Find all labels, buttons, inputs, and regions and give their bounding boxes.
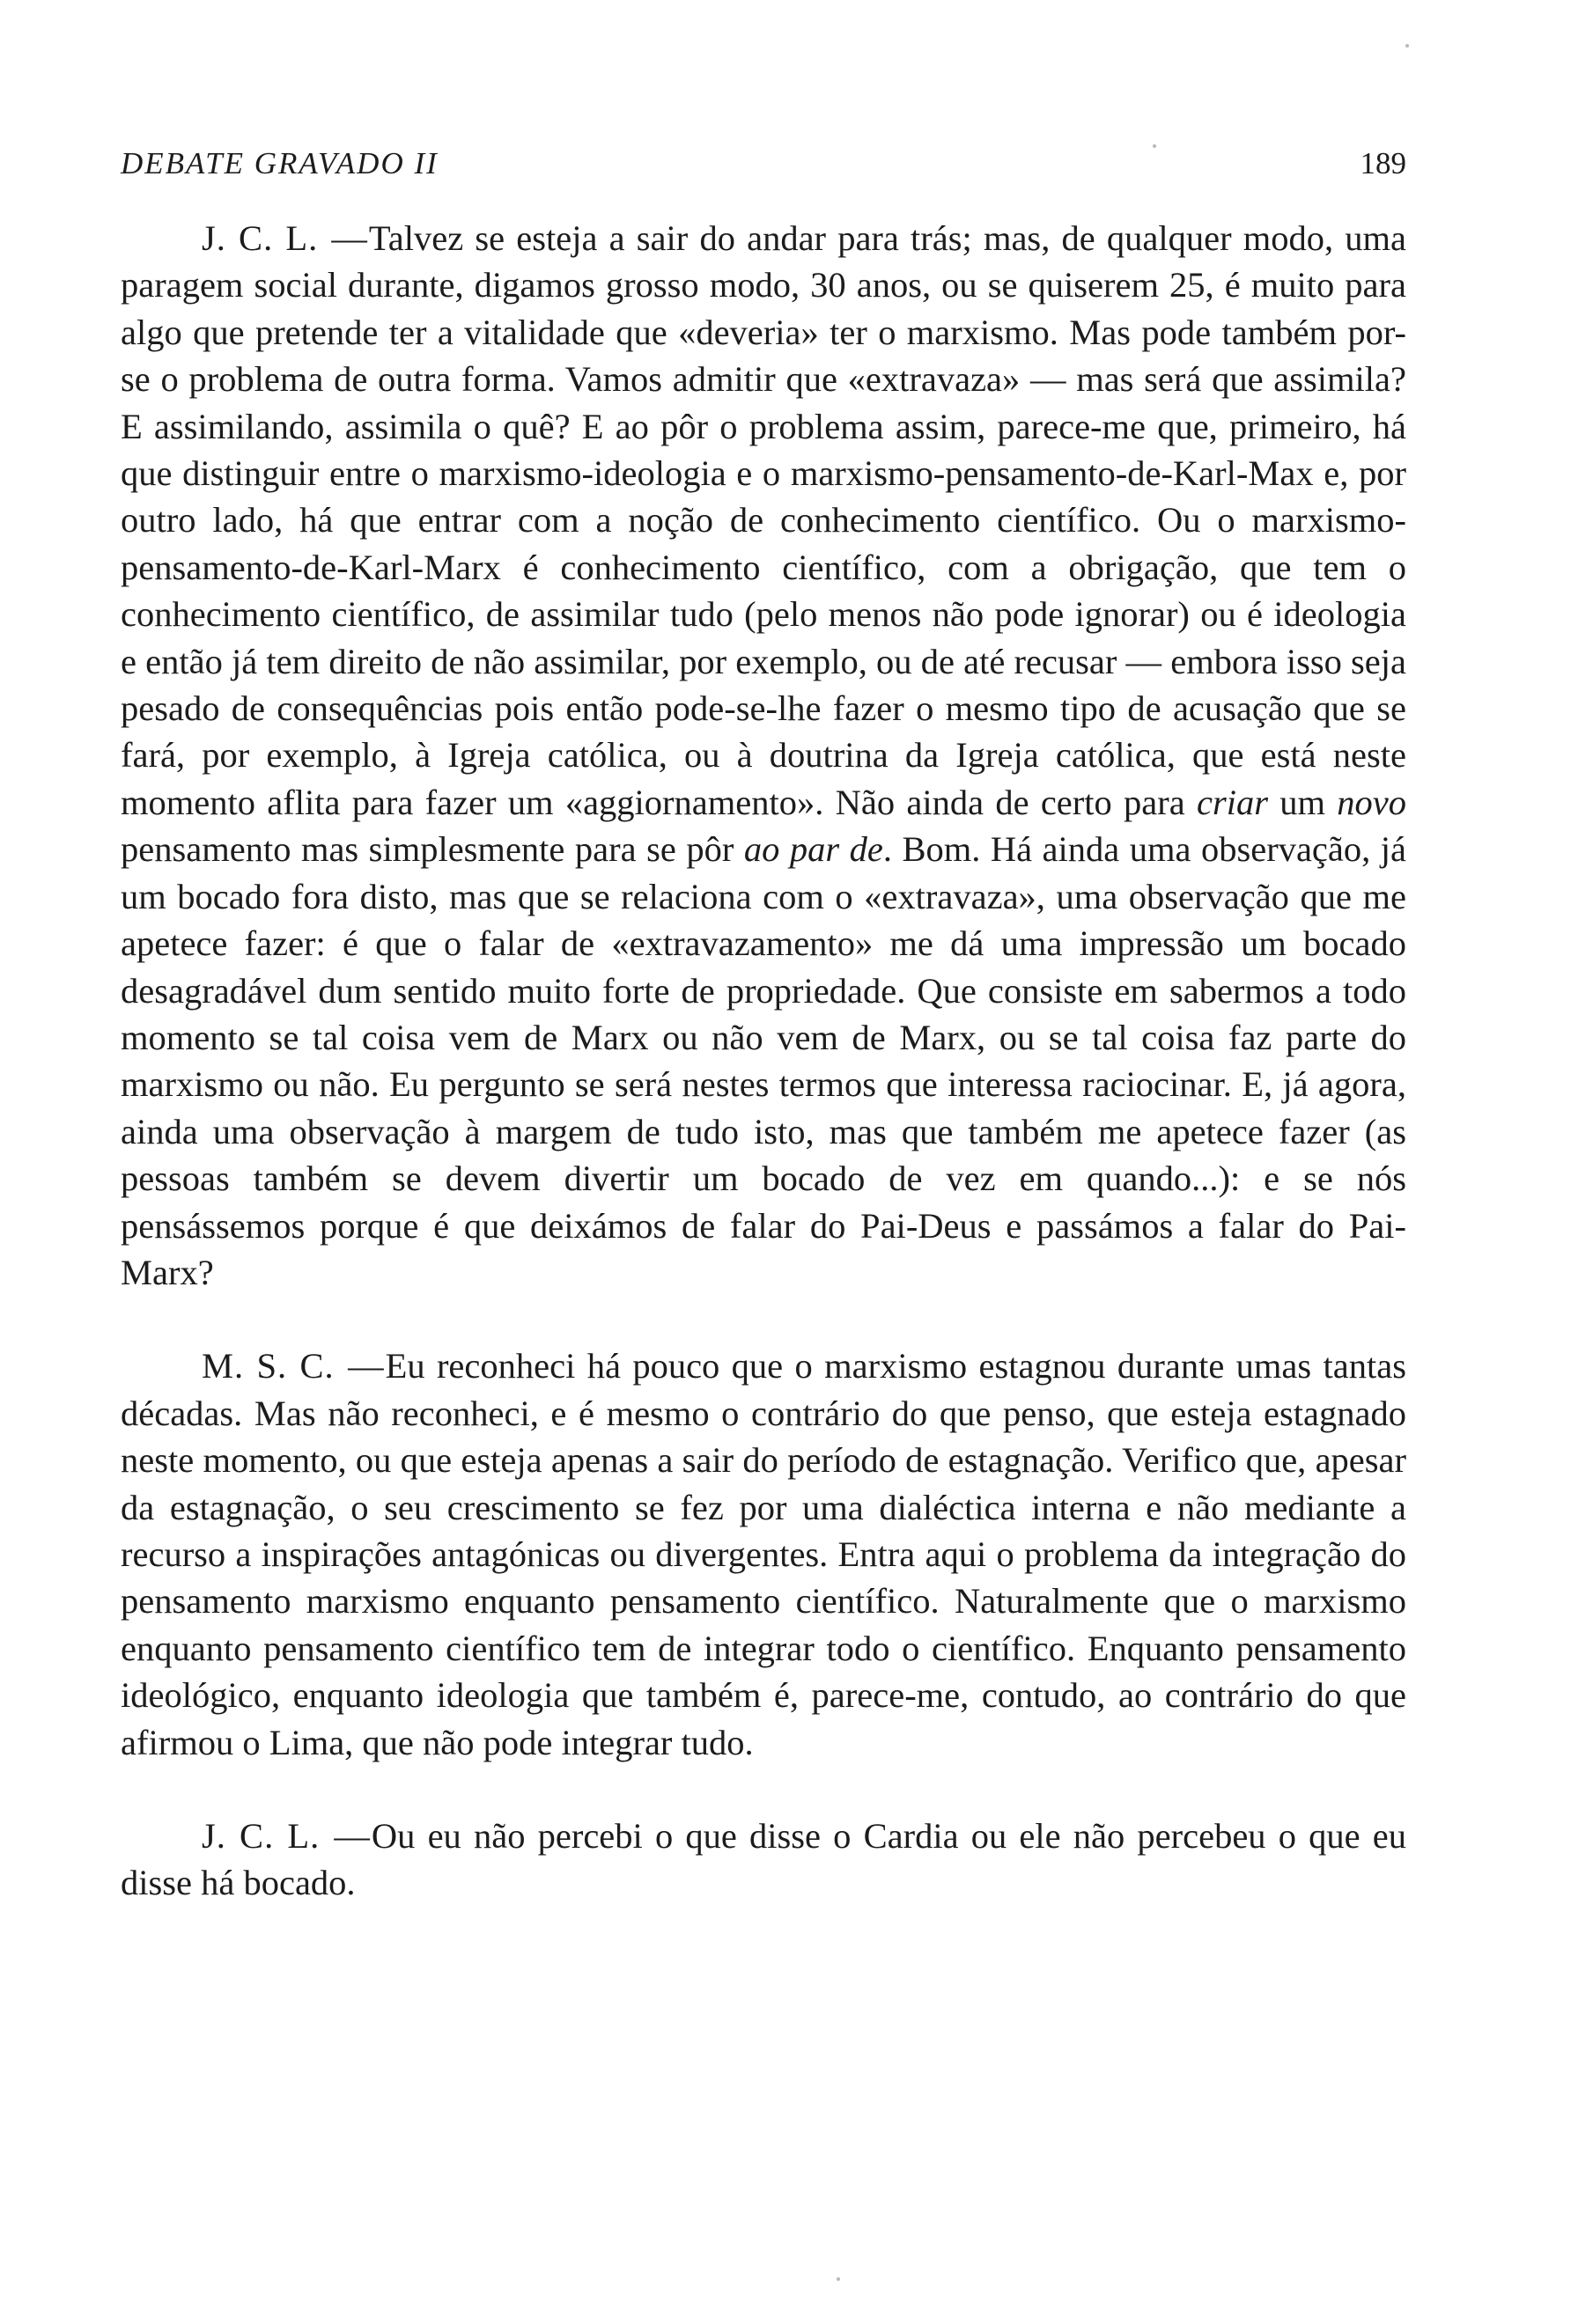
speech-paragraph <box>121 215 1406 1296</box>
page-number: 189 <box>1360 146 1406 180</box>
speech-text-segment: Ou eu não percebi o que disse o Cardia ou ele não percebeu o que eu disse há bocado. <box>121 1816 1406 1903</box>
running-header <box>121 139 1406 188</box>
scan-speck <box>837 2277 840 2281</box>
speech-dash: — <box>331 218 367 258</box>
speech-text-segment: um <box>1267 782 1338 822</box>
scan-speck <box>1153 144 1156 148</box>
speech-text-segment: Eu reconheci há pouco que o marxismo estagnou durante umas tantas décadas. Mas não reconheci, e é mesmo o contrário do que penso, que esteja estagnado neste momento, ou que esteja apenas a sair do período de estagnação. Verifico que, apesar da estagnação, o seu crescimento se fez por uma dialéctica interna e não mediante a recurso a inspirações antagónicas ou divergentes. Entra aqui o problema da integração do pensamento marxismo enquanto pensamento científico. Naturalmente que o marxismo enquanto pensamento científico tem de integrar todo o científico. Enquanto pensamento ideológico, enquanto ideologia que também é, parece-me, contudo, ao contrário do que afirmou o Lima, que não pode integrar tudo. <box>121 1346 1407 1762</box>
speaker-initials: J. C. L. <box>202 1816 321 1856</box>
speech-dash: — <box>348 1346 384 1386</box>
running-title: DEBATE GRAVADO II <box>121 146 439 180</box>
speech-paragraph <box>121 1813 1406 1907</box>
speech-text-segment: pensamento mas simplesmente para se pôr <box>121 829 744 870</box>
emphasized-text: novo <box>1337 782 1406 822</box>
emphasized-text: ao par de <box>743 829 883 870</box>
speech-text-segment: . Bom. Há ainda uma observação, já um bocado fora disto, mas que se relaciona com o «extravaza», uma observação que me apetece fazer: é que o falar de «extravazamento» me dá uma impressão um bocado desagradável dum sentido muito forte de propriedade. Que consiste em sabermos a todo momento se tal coisa vem de Marx ou não vem de Marx, ou se tal coisa faz parte do marxismo ou não. Eu pergunto se será nestes termos que interessa raciocinar. E, já agora, ainda uma observação à margem de tudo isto, mas que também me apetece fazer (as pessoas também se devem divertir um bocado de vez em quando...): e se nós pensássemos porque é que deixámos de falar do Pai-Deus e passámos a falar do Pai-Marx? <box>121 829 1406 1292</box>
speech-text-segment: Talvez se esteja a sair do andar para trás; mas, de qualquer modo, uma paragem social durante, digamos grosso modo, 30 anos, ou se quiserem 25, é muito para algo que pretende ter a vitalidade que «deveria» ter o marxismo. Mas pode também por-se o problema de outra forma. Vamos admitir que «extravaza» — mas será que assimila? E assimilando, assimila o quê? E ao pôr o problema assim, parece-me que, primeiro, há que distinguir entre o marxismo-ideologia e o marxismo-pensamento-de-Karl-Max e, por outro lado, há que entrar com a noção de conhecimento científico. Ou o marxismo-pensamento-de-Karl-Marx é conhecimento científico, com a obrigação, que tem o conhecimento científico, de assimilar tudo (pelo menos não pode ignorar) ou é ideologia e então já tem direito de não assimilar, por exemplo, ou de até recusar — embora isso seja pesado de consequências pois então pode-se-lhe fazer o mesmo tipo de acusação que se fará, por exemplo, à Igreja católica, ou à doutrina da Igreja católica, que está neste momento aflita para fazer um «aggiornamento». Não ainda de certo para <box>121 218 1406 822</box>
speech-dash: — <box>334 1816 370 1856</box>
speaker-initials: J. C. L. <box>202 218 319 258</box>
speaker-initials: M. S. C. <box>202 1346 335 1386</box>
emphasized-text: criar <box>1196 782 1268 822</box>
speech-paragraph <box>121 1342 1406 1766</box>
debate-transcript <box>121 215 1406 1907</box>
scan-speck <box>1405 44 1409 48</box>
